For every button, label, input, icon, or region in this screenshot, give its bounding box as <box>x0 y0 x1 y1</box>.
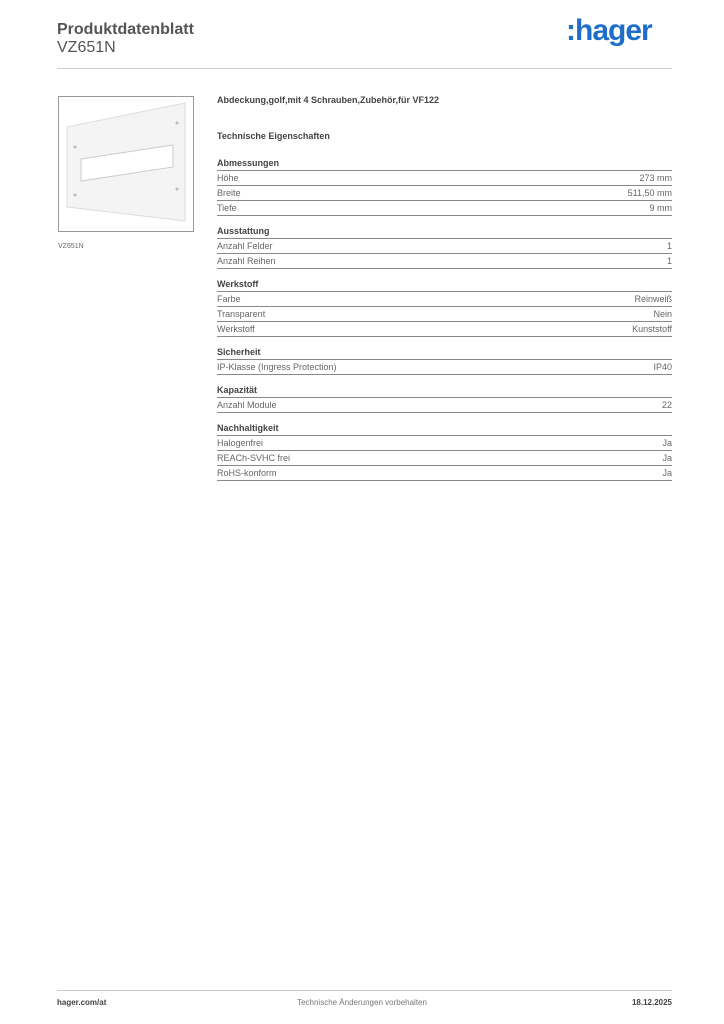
spec-row <box>217 186 672 201</box>
spec-value: IP40 <box>653 362 672 372</box>
spec-label: REACh-SVHC frei <box>217 453 291 463</box>
spec-value: Ja <box>662 468 672 478</box>
footer-divider <box>57 990 672 991</box>
spec-value: Ja <box>662 438 672 448</box>
spec-label: Tiefe <box>217 203 237 213</box>
spec-value: 511,50 mm <box>627 188 672 198</box>
page-title: Produktdatenblatt <box>57 21 194 38</box>
spec-row <box>217 171 672 186</box>
spec-value: Kunststoff <box>632 324 672 334</box>
spec-label: Anzahl Reihen <box>217 256 276 266</box>
spec-row <box>217 239 672 254</box>
spec-label: IP-Klasse (Ingress Protection) <box>217 362 337 372</box>
spec-value: 9 mm <box>649 203 672 213</box>
spec-row <box>217 307 672 322</box>
section-title: Abmessungen <box>217 157 672 171</box>
spec-row <box>217 292 672 307</box>
spec-section <box>217 157 672 216</box>
spec-value: Ja <box>662 453 672 463</box>
spec-label: Halogenfrei <box>217 438 264 448</box>
spec-row <box>217 451 672 466</box>
section-title: Kapazität <box>217 384 672 398</box>
spec-row <box>217 436 672 451</box>
spec-section <box>217 346 672 375</box>
section-title: Werkstoff <box>217 278 672 292</box>
image-caption: VZ651N <box>58 243 84 250</box>
product-description: Abdeckung,golf,mit 4 Schrauben,Zubehör,für VF122 <box>217 95 440 105</box>
spec-label: Breite <box>217 188 241 198</box>
spec-label: Anzahl Felder <box>217 241 273 251</box>
product-image <box>58 96 194 232</box>
spec-row <box>217 466 672 481</box>
spec-label: Werkstoff <box>217 324 255 334</box>
spec-label: Farbe <box>217 294 241 304</box>
spec-row <box>217 360 672 375</box>
spec-value: 22 <box>661 400 672 410</box>
hager-logo: :hager <box>566 14 652 47</box>
spec-label: RoHS-konform <box>217 468 277 478</box>
spec-value: 273 mm <box>639 173 672 183</box>
product-code: VZ651N <box>57 39 116 56</box>
spec-section <box>217 422 672 481</box>
spec-label: Höhe <box>217 173 239 183</box>
spec-value: 1 <box>666 241 672 251</box>
section-title: Sicherheit <box>217 346 672 360</box>
spec-section <box>217 278 672 337</box>
spec-row <box>217 322 672 337</box>
spec-section <box>217 384 672 413</box>
spec-label: Transparent <box>217 309 266 319</box>
footer-disclaimer: Technische Änderungen vorbehalten <box>297 998 427 1007</box>
spec-value: Nein <box>653 309 672 319</box>
header-divider <box>57 68 672 69</box>
spec-section <box>217 225 672 269</box>
section-title: Ausstattung <box>217 225 672 239</box>
footer-date: 18.12.2025 <box>631 998 672 1007</box>
section-title: Nachhaltigkeit <box>217 422 672 436</box>
spec-row <box>217 254 672 269</box>
footer-website[interactable]: hager.com/at <box>57 998 107 1007</box>
spec-content <box>217 95 672 490</box>
tech-heading: Technische Eigenschaften <box>217 131 330 141</box>
spec-row <box>217 201 672 216</box>
spec-label: Anzahl Module <box>217 400 277 410</box>
spec-value: 1 <box>666 256 672 266</box>
spec-value: Reinweiß <box>634 294 672 304</box>
spec-row <box>217 398 672 413</box>
